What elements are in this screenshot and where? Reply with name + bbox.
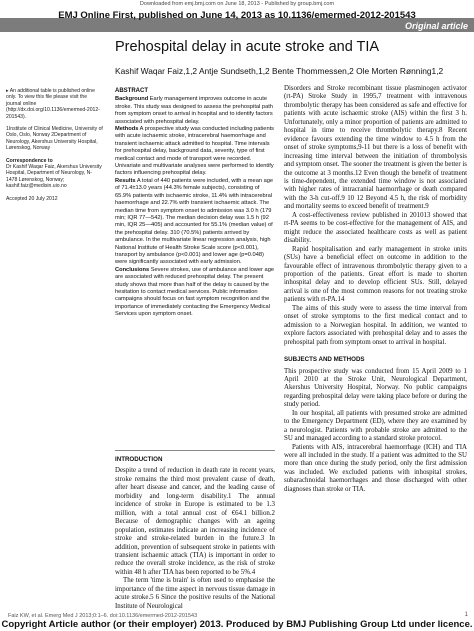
intro-paragraph-2: The term 'time is brain' is often used to emphasise the importance of the time aspect in nervous tissue damage in acute stroke.5 6 Since the positive results of the National Institute of Neurological bbox=[115, 577, 275, 610]
conclusions-text: Severe strokes, use of ambulance and lower age are associated with reduced prehospital delay. The present study shows that more than half of the delay is caused by the hesitation to contact medical services. Public information campaigns should focus on fast symptom recognition and the importance of immediately contacting the Emergency Medical Services upon symptom onset. bbox=[115, 266, 275, 318]
data-supplement-note: ▸ An additional table is published online only. To view this file please visit the journal online (http://dx.doi.org/10.1136/emermed-2012-201543). bbox=[6, 88, 100, 120]
methods-label: Methods bbox=[115, 126, 139, 133]
methods-text: A prospective study was conducted including patients with acute ischaemic stroke, intracerebral haemorrhage and transient ischaemic attack admitted to hospital. Time intervals for prehospital delay, background data, severity, type of first medical contact and mode of transport were recorded. Univariate and multivariate analyses were performed to identify factors influencing prehospital delay. bbox=[115, 126, 275, 177]
conclusions-label: Conclusions bbox=[115, 266, 150, 273]
abstract-results bbox=[115, 178, 275, 267]
body-paragraph-4: The aims of this study were to assess the time interval from onset of stroke symptoms to the first medical contact and to admission to a Norwegian hospital. In addition, we wanted to explore factors associated with prehospital delay and to asses the prehospital path from symptom onset to arrival in hospital. bbox=[284, 304, 467, 346]
body-paragraph-7: Patients with AIS, intracerebral haemorrhage (ICH) and TIA were all included in the study. If a patient was admitted to the SU more than once during the study period, only the first admission was included. We excluded patients with inhospital strokes, subarachnoidal haemorrhages and those discharged with other diagnoses than stroke or TIA. bbox=[284, 443, 467, 493]
body-paragraph-2: A cost-effectiveness review published in 201013 showed that rt-PA seems to be cost-effective for the management of AIS, and might reduce the associated healthcare costs as well as patient disability. bbox=[284, 211, 467, 245]
affiliations: 1Institute of Clinical Medicine, University of Oslo, Oslo, Norway 2Department of Neurology, Akershus University Hospital, Lørenskog, Norway bbox=[6, 126, 103, 152]
body-paragraph-1: Disorders and Stroke recombinant tissue plasminogen activator (rt-PA) Stroke Study in 1995,7 treatment with intravenous thrombolytic therapy has been considered as safe and effective for patients with acute ischaemic stroke (AIS) within the first 3 h. Unfortunately, only a minor proportion of patients are admitted to hospital in time to receive thrombolytic therapy.8 Recent evidence favours extending the time window to 4.5 h from the onset of stroke symptoms,9-11 but there is a loss of benefit with increasing time interval between the initiation of thrombolysis and symptom onset. The sooner the treatment is given the better is the outcome at 3 months.12 Even though the benefit of treatment is time-dependent, the extended time window is not associated with higher rates of intracranial haemorrhage or death compared with the 3-h cut-off.9 10 12 Beyond 4.5 h, the risk of morbidity and mortality seems to exceed benefit of treatment.9 bbox=[284, 85, 467, 211]
introduction-heading: INTRODUCTION bbox=[115, 456, 163, 463]
page-number: 1 bbox=[464, 612, 468, 618]
article-type-label: Original article bbox=[404, 21, 468, 31]
body-paragraph-3: Rapid hospitalisation and early management in stroke units (SUs) have a beneficial effect on outcome in addition to the favourable effect of intravenous thrombolytic therapy given to a proportion of the patients. Great effort is made to shorten inhospital delay and to develop efficient SUs. Still, delayed arrival is one of the most common reasons for not treating stroke patients with rt-PA.14 bbox=[284, 245, 467, 304]
accepted-date: Accepted 20 July 2012 bbox=[6, 195, 58, 202]
download-notice: Downloaded from emj.bmj.com on June 18, 2013 - Published by group.bmj.com bbox=[139, 1, 335, 7]
body-paragraph-5: This prospective study was conducted from 15 April 2009 to 1 April 2010 at the Stroke Unit, Neurological Department, Akershus University Hospital, Norway. No public campaigns regarding prehospital delay were taking place before or during the study period. bbox=[284, 367, 467, 409]
copyright-line: Copyright Article author (or their employer) 2013. Produced by BMJ Publishing Group Ltd under licence. bbox=[1, 619, 473, 630]
correspondence-text: Dr Kashif Waqar Faiz, Akershus University Hospital, Department of Neurology, N-1478 Lørenskog, Norway; kashif.faiz@medisin.uio.no bbox=[6, 164, 102, 190]
citation-line: Faiz KW, et al. Emerg Med J 2013;0:1–6. doi:10.1136/emermed-2012-201543 bbox=[8, 613, 198, 619]
article-title: Prehospital delay in acute stroke and TIA bbox=[115, 39, 380, 55]
author-list: Kashif Waqar Faiz,1,2 Antje Sundseth,1,2 Bente Thommessen,2 Ole Morten Rønning1,2 bbox=[115, 66, 444, 76]
introduction-column bbox=[115, 456, 275, 611]
results-label: Results bbox=[115, 177, 136, 184]
page-footer bbox=[0, 610, 474, 631]
background-text: Early management improves outcome in acute stroke. This study was designed to assess the prehospital path from symptom onset to arrival in hospital and to identify factors associated with prehospital delay. bbox=[115, 96, 273, 125]
correspondence-heading: Correspondence to bbox=[6, 157, 53, 164]
abstract-methods bbox=[115, 126, 275, 178]
right-column bbox=[284, 85, 467, 494]
abstract-conclusions bbox=[115, 267, 275, 319]
abstract-background bbox=[115, 96, 275, 126]
journal-banner bbox=[0, 9, 474, 31]
body-paragraph-6: In our hospital, all patients with presumed stroke are admitted to the Emergency Department (ED), where they are examined by a neurologist. Patients with probable stroke are admitted to the SU and managed according to a standard stroke protocol. bbox=[284, 409, 467, 443]
results-text: A total of 440 patients were included, with a mean age of 71.4±13.0 years (44.3% female subjects), consisting of 65.9% patients with ischaemic stroke, 11.4% with intracerebral haemorrhage and 22.7% with transient ischaemic attack. The median time from symptom onset to admission was 3.0 h (179 min; IQR 77—542). The median decision delay was 1.5 h (92 min, IQR 25—405) and accounted for 55.1% (median value) of the prehospital delay. 310 (70.5%) patients arrived by ambulance. In the multivariate linear regression analysis, high National Institute of Health Stroke Scale score (p<0.001), transport by ambulance (p<0.001) and lower age (p=0.048) were significantly associated with early admission. bbox=[115, 177, 274, 266]
online-first-line: EMJ Online First, published on June 14, 2013 as 10.1136/emermed-2012-201543 bbox=[58, 10, 416, 21]
intro-paragraph-1: Despite a trend of reduction in death rate in recent years, stroke remains the third most prevalent cause of death, after heart disease and cancer, and the leading cause of morbidity and long-term disability.1 The annual incidence of stroke in Europe is estimated to be 1.3 million, with a total annual cost of €64.1 billion.2 Because of demographic changes with an ageing population, estimates indicate an increasing incidence of stroke and stroke-related burden in the future.3 In addition, prevention of subsequent stroke in patients with transient ischaemic attack (TIA) is important in order to reduce the overall stroke incidence, as the risk of stroke within 48 h after TIA has been reported to be 5%.4 bbox=[115, 467, 275, 576]
abstract-divider bbox=[115, 450, 275, 451]
abstract bbox=[115, 88, 275, 319]
subjects-methods-heading: SUBJECTS AND METHODS bbox=[284, 356, 365, 364]
abstract-heading: ABSTRACT bbox=[115, 88, 148, 94]
background-label: Background bbox=[115, 96, 149, 103]
sidebar-notes bbox=[6, 88, 103, 208]
